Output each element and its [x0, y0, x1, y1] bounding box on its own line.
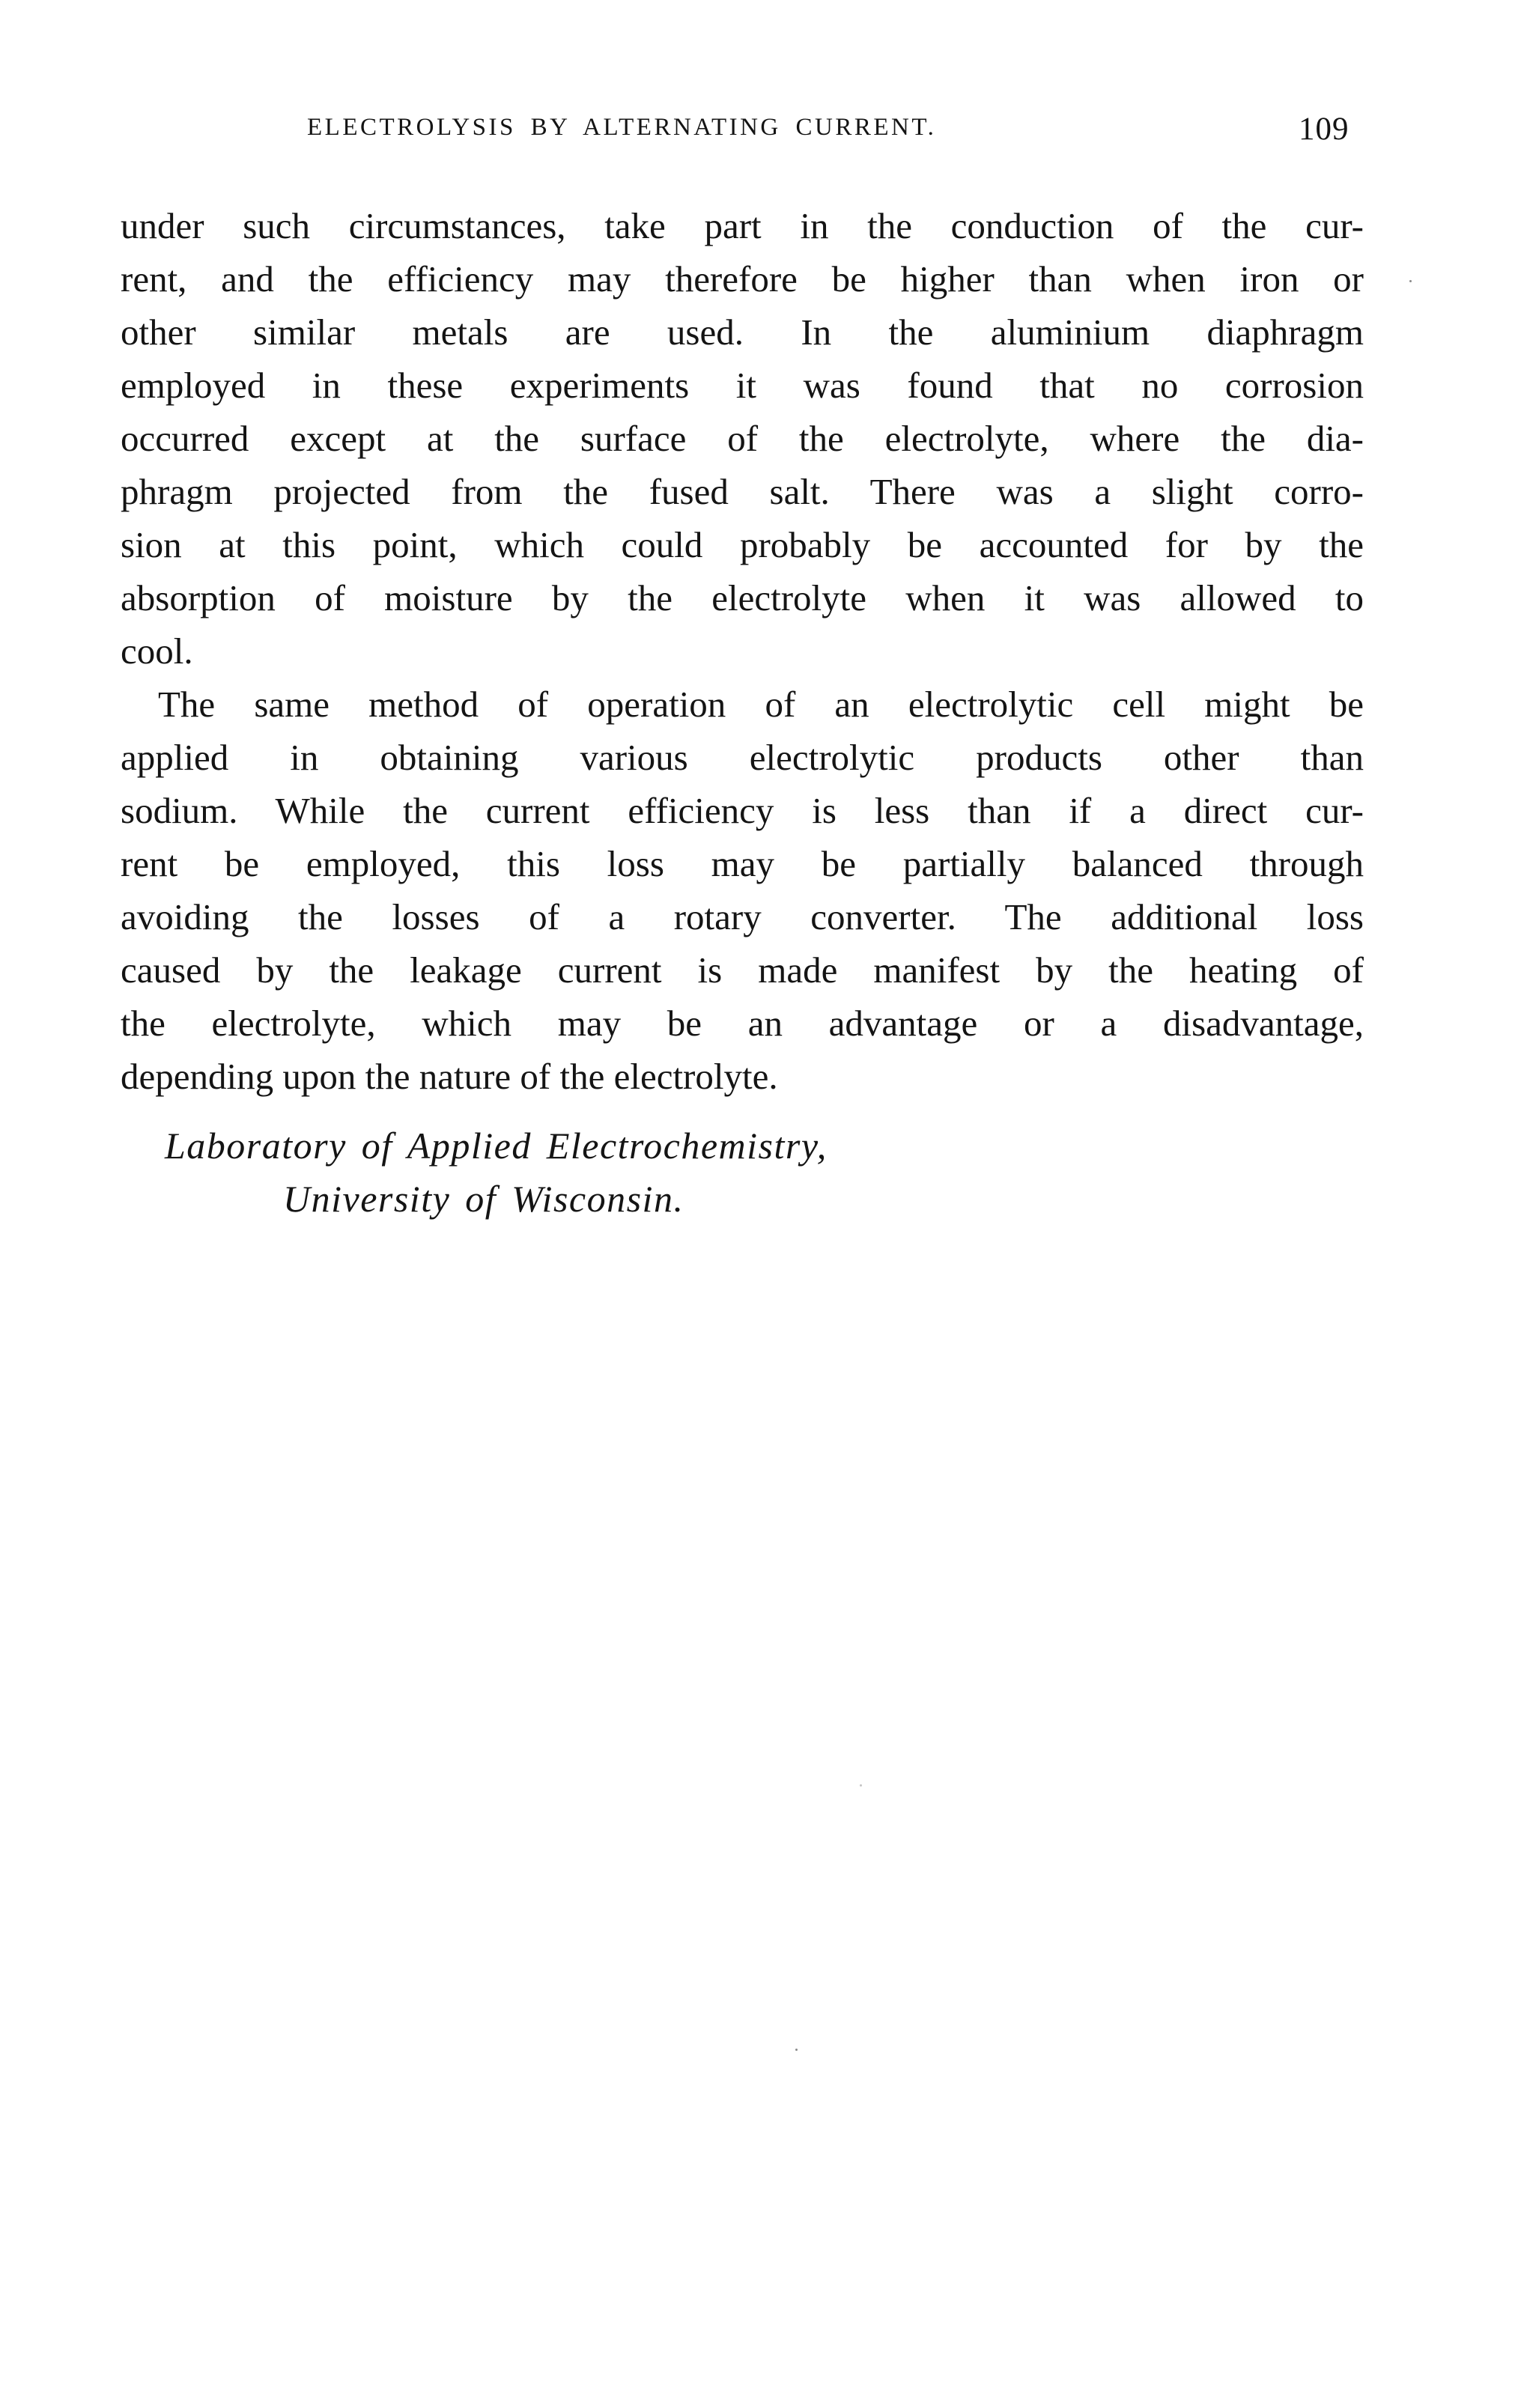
- text-line: cool.: [121, 630, 193, 672]
- scan-speck: [795, 2049, 798, 2051]
- signature-line-laboratory: Laboratory of Applied Electrochemistry,: [165, 1125, 828, 1167]
- body-text: [121, 199, 1364, 1103]
- text-line: occurred except at the surface of the electrolyte, where the dia-: [121, 418, 1364, 459]
- scan-speck: [1409, 280, 1412, 282]
- text-line: depending upon the nature of the electrolyte.: [121, 1056, 778, 1097]
- paragraph-1: [121, 199, 1364, 678]
- text-line: under such circumstances, take part in the conduction of the cur-: [121, 205, 1364, 246]
- text-line: avoiding the losses of a rotary converter. The additional loss: [121, 896, 1364, 937]
- text-line: other similar metals are used. In the aluminium diaphragm: [121, 311, 1364, 353]
- signature-block: [165, 1119, 1063, 1226]
- text-line: rent be employed, this loss may be partially balanced through: [121, 843, 1364, 884]
- text-line: absorption of moisture by the electrolyte when it was allowed to: [121, 577, 1364, 618]
- text-line: applied in obtaining various electrolytic products other than: [121, 737, 1364, 778]
- scan-speck: [860, 1784, 862, 1787]
- text-line: sodium. While the current efficiency is less than if a direct cur-: [121, 790, 1364, 831]
- text-line: the electrolyte, which may be an advantage or a disadvantage,: [121, 1003, 1364, 1044]
- text-line: caused by the leakage current is made manifest by the heating of: [121, 949, 1364, 991]
- text-line: phragm projected from the fused salt. There was a slight corro-: [121, 471, 1364, 512]
- text-line: The same method of operation of an electrolytic cell might be: [158, 684, 1364, 725]
- paragraph-2: [121, 678, 1364, 1103]
- text-line: rent, and the efficiency may therefore be higher than when iron or: [121, 258, 1364, 300]
- signature-line-university: University of Wisconsin.: [283, 1178, 684, 1220]
- text-line: sion at this point, which could probably be accounted for by the: [121, 524, 1364, 565]
- page-number: 109: [1299, 112, 1349, 147]
- running-head: ELECTROLYSIS BY ALTERNATING CURRENT.: [307, 114, 937, 141]
- text-line: employed in these experiments it was found that no corrosion: [121, 365, 1364, 406]
